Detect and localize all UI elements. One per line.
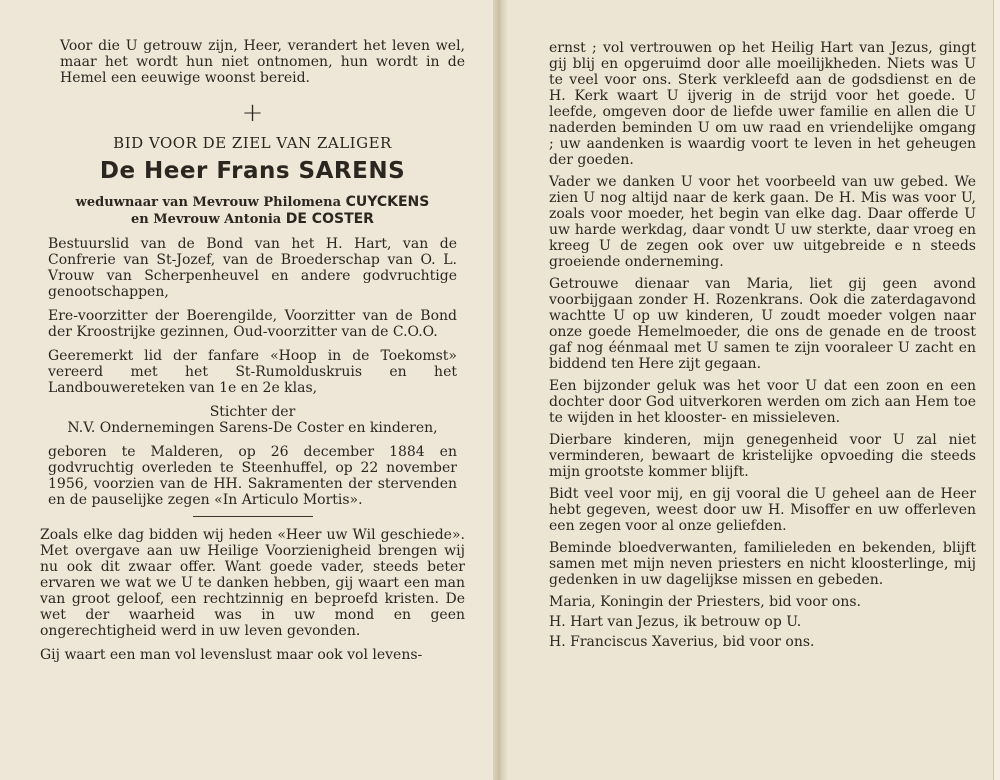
founder-line-2: N.V. Ondernemingen Sarens-De Coster en kinderen, xyxy=(67,420,438,436)
prayer-2: H. Hart van Jezus, ik betrouw op U. xyxy=(549,614,802,630)
divider xyxy=(193,516,313,517)
paragraph-5: Dierbare kinderen, mijn genegenheid voor U zal niet verminderen, bewaart de kristelijke opvoeding die steeds mijn grootste kommer blijft. xyxy=(549,432,976,480)
paragraph-7: Beminde bloedverwanten, familieleden en bekenden, blijft samen met mijn neven priesters en nicht kloosterlinge, mij gedenken in uw dagelijkse missen en gebeden. xyxy=(549,540,976,588)
intro-verse: Voor die U getrouw zijn, Heer, verandert het leven wel, maar het wordt hun niet ontnomen, hun wordt in de Hemel een eeuwige woonst bereid. xyxy=(60,38,465,86)
widower-text-1: weduwnaar van Mevrouw Philomena xyxy=(75,195,342,210)
body-text-1: Zoals elke dag bidden wij heden «Heer uw Wil geschiede». Met overgave aan uw Heilige Voorzienigheid brengen wij nu ook dit zwaar offer. Want goede vader, steeds beter ervaren we wat we U te danken hebben, gij waart een man van groot geloof, een rechtzinnig en beproefd kristen. De wet der waarheid was in uw mond en geen ongerechtigheid werd in uw leven gevonden. xyxy=(40,527,465,639)
founder-line-1: Stichter der xyxy=(209,404,296,420)
spouse-2-surname: DE COSTER xyxy=(285,211,374,227)
left-page xyxy=(0,0,493,780)
spouse-1-surname: CUYCKENS xyxy=(345,194,430,210)
widower-text-2: en Mevrouw Antonia xyxy=(131,212,282,227)
paragraph-2: Vader we danken U voor het voorbeeld van uw gebed. We zien U nog altijd naar de kerk gaan. De H. Mis was voor U, zoals voor moeder, het begin van elke dag. Daar offerde U uw harde werkdag, daar vondt U uw sterkte, daar vroeg en kreeg U de zegen ook over uw uitgebreide e n steeds groeiende onderneming. xyxy=(549,174,976,270)
birth-death-text: geboren te Malderen, op 26 december 1884 en godvruchtig overleden te Steenhuffel, op 22 november 1956, voorzien van de HH. Sakramenten der stervenden en de pauselijke zegen «In Articulo Mortis». xyxy=(48,444,457,508)
widower-line-1 xyxy=(40,194,465,211)
paragraph-1: ernst ; vol vertrouwen op het Heilig Hart van Jezus, gingt gij blij en opgeruimd door alle moeilijkheden. Niets was U te veel voor ons. Sterk verkleefd aan de godsdienst en de H. Kerk waart U ijverig in de strijd voor het goede. U leefde, omgeven door de liefde uwer familie en allen die U naderden beminden U om uw raad en vriendelijke omgang ; uw aandenken is waardig voort te leven in het geheugen der goeden. xyxy=(549,40,976,168)
functions-text: Bestuurslid van de Bond van het H. Hart, van de Confrerie van St-Jozef, van de Broederschap van O. L. Vrouw van Scherpenheuvel en andere godvruchtige genootschappen, xyxy=(48,236,457,300)
prayer-3: H. Franciscus Xaverius, bid voor ons. xyxy=(549,634,815,650)
paragraph-4: Een bijzonder geluk was het voor U dat een zoon en een dochter door God uitverkoren werden om zich aan Hem toe te wijden in het klooster- en missieleven. xyxy=(549,378,976,426)
prayer-request-heading: BID VOOR DE ZIEL VAN ZALIGER xyxy=(113,134,392,152)
chairs-text: Ere-voorzitter der Boerengilde, Voorzitter van de Bond der Kroostrijke gezinnen, Oud-voorzitter van de C.O.O. xyxy=(48,308,457,340)
paragraph-3: Getrouwe dienaar van Maria, liet gij geen avond voorbijgaan zonder H. Rozenkrans. Ook die zaterdagavond wachtte U op uw kinderen, U zoudt moeder volgen naar onze goede Hemelmoeder, die ons de genade en de troost gaf nog éénmaal met U samen te zijn vooraleer U zacht en biddend ten Here zijt gegaan. xyxy=(549,276,976,372)
prayer-1: Maria, Koningin der Priesters, bid voor ons. xyxy=(549,594,862,610)
deceased-name: De Heer Frans SARENS xyxy=(99,158,406,184)
honors-text: Geeremerkt lid der fanfare «Hoop in de Toekomst» vereerd met het St-Rumolduskruis en het Landbouwereteken van 1e en 2e klas, xyxy=(48,348,457,396)
widower-line-2 xyxy=(40,211,465,228)
cross-icon: + xyxy=(241,98,264,128)
paragraph-6: Bidt veel voor mij, en gij vooral die U geheel aan de Heer hebt gegeven, weest door uw H. Misoffer en uw offerleven een zegen voor al onze geliefden. xyxy=(549,486,976,534)
right-page xyxy=(507,0,1000,780)
body-text-2: Gij waart een man vol levenslust maar ook vol levens- xyxy=(40,647,423,663)
card-edge xyxy=(993,0,1000,780)
card-fold xyxy=(493,0,507,780)
